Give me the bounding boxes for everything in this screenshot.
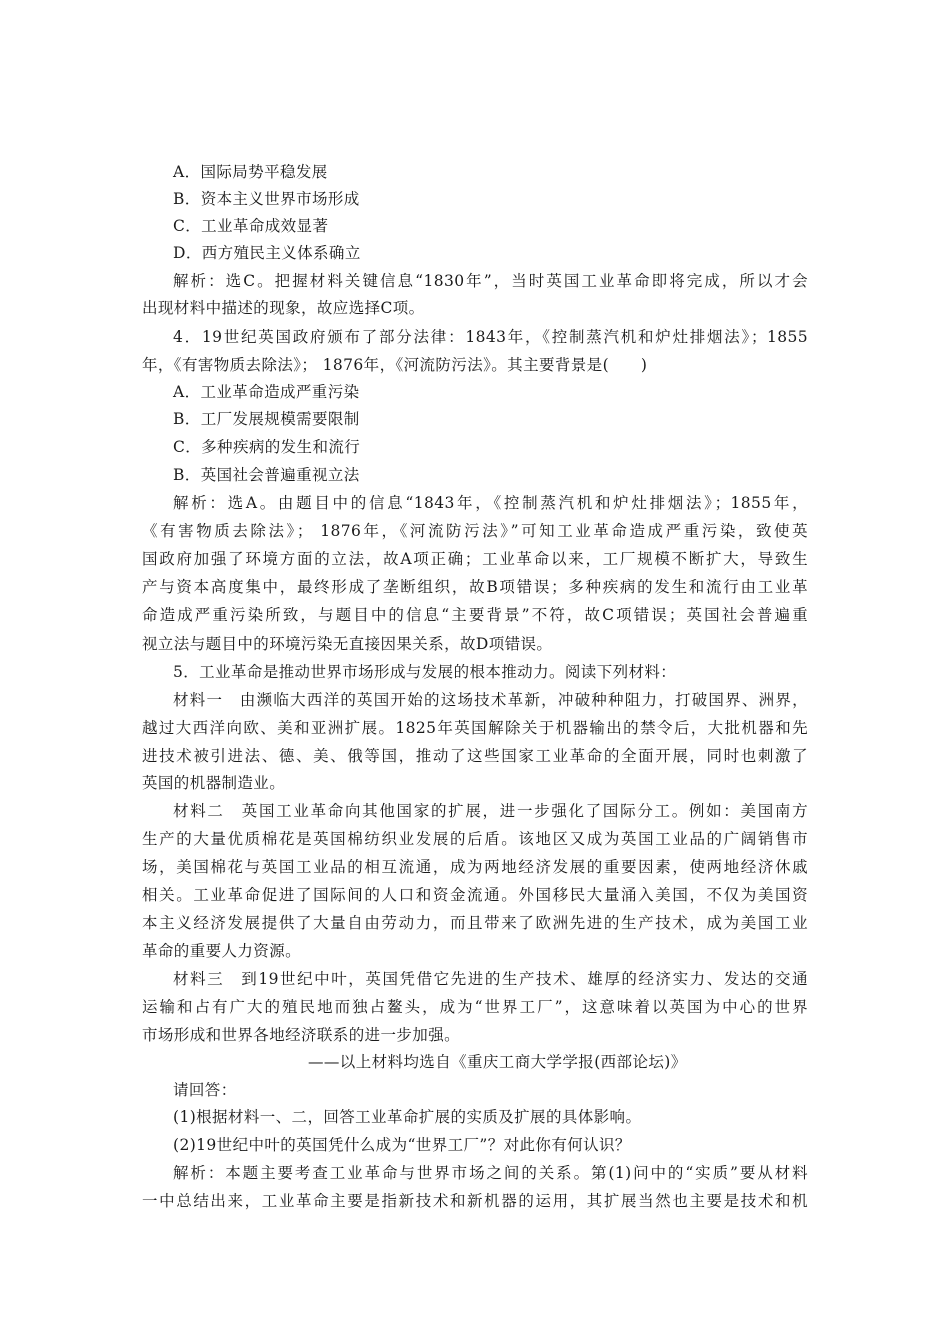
text-line: 《有害物质去除法》； 1876年，《河流防污法》”可知工业革命造成严重污染，致使英	[142, 522, 808, 540]
text-line: D．西方殖民主义体系确立	[173, 244, 361, 262]
text-line: 材料一 由濒临大西洋的英国开始的这场技术革新，冲破种种阻力，打破国界、洲界，	[173, 691, 808, 709]
text-line: 出现材料中描述的现象，故应选择C项。	[142, 299, 425, 317]
text-line: 本主义经济发展提供了大量自由劳动力，而且带来了欧洲先进的生产技术，成为美国工业	[142, 914, 808, 932]
text-line: 进技术被引进法、德、美、俄等国，推动了这些国家工业革命的全面开展，同时也刺激了	[142, 747, 808, 765]
text-line: 一中总结出来，工业革命主要是指新技术和新机器的运用，其扩展当然也主要是技术和机	[142, 1192, 808, 1210]
text-line: 相关。工业革命促进了国际间的人口和资金流通。外国移民大量涌入美国，不仅为美国资	[142, 886, 808, 904]
text-line: 年，《有害物质去除法》； 1876年，《河流防污法》。其主要背景是( )	[142, 356, 648, 374]
text-line: 市场形成和世界各地经济联系的进一步加强。	[142, 1026, 461, 1044]
text-line: 国政府加强了环境方面的立法，故A项正确；工业革命以来，工厂规模不断扩大，导致生	[142, 550, 808, 568]
text-line: 5．工业革命是推动世界市场形成与发展的根本推动力。阅读下列材料：	[173, 663, 677, 681]
text-line: 英国的机器制造业。	[142, 774, 286, 792]
text-line: A．国际局势平稳发展	[173, 163, 328, 181]
text-line: 命造成严重污染所致，与题目中的信息“主要背景”不符，故C项错误；英国社会普遍重	[142, 606, 808, 624]
text-line: (2)19世纪中叶的英国凭什么成为“世界工厂”？对此你有何认识？	[173, 1136, 631, 1154]
text-line: B．英国社会普遍重视立法	[173, 466, 360, 484]
text-line: 场，美国棉花与英国工业品的相互流通，成为两地经济发展的重要因素，使两地经济休戚	[142, 858, 808, 876]
text-line: 视立法与题目中的环境污染无直接因果关系，故D项错误。	[142, 635, 553, 653]
text-line: C．工业革命成效显著	[173, 217, 329, 235]
text-line: B．工厂发展规模需要限制	[173, 410, 360, 428]
text-line: A．工业革命造成严重污染	[173, 383, 360, 401]
text-line: 材料三 到19世纪中叶，英国凭借它先进的生产技术、雄厚的经济实力、发达的交通	[173, 970, 808, 988]
text-line: 产与资本高度集中，最终形成了垄断组织，故B项错误；多种疾病的发生和流行由工业革	[142, 578, 808, 596]
text-line: 材料二 英国工业革命向其他国家的扩展，进一步强化了国际分工。例如：美国南方	[173, 802, 808, 820]
text-line: B．资本主义世界市场形成	[173, 190, 360, 208]
text-line: 4．19世纪英国政府颁布了部分法律：1843年，《控制蒸汽机和炉灶排烟法》；1855	[173, 328, 808, 346]
source-citation: ——以上材料均选自《重庆工商大学学报(西部论坛)》	[308, 1053, 687, 1071]
text-line: 解析：选A。由题目中的信息“1843年，《控制蒸汽机和炉灶排烟法》；1855年，	[173, 494, 808, 512]
text-line: 越过大西洋向欧、美和亚洲扩展。1825年英国解除关于机器输出的禁令后，大批机器和先	[142, 719, 808, 737]
text-line: 生产的大量优质棉花是英国棉纺织业发展的后盾。该地区又成为英国工业品的广阔销售市	[142, 830, 808, 848]
text-line: (1)根据材料一、二，回答工业革命扩展的实质及扩展的具体影响。	[173, 1108, 642, 1126]
text-line: 请回答：	[173, 1081, 237, 1099]
text-line: 解析：本题主要考查工业革命与世界市场之间的关系。第(1)问中的“实质”要从材料	[173, 1164, 808, 1182]
text-line: 运输和占有广大的殖民地而独占鳌头，成为“世界工厂”，这意味着以英国为中心的世界	[142, 998, 808, 1016]
text-line: 解析：选C。把握材料关键信息“1830年”，当时英国工业革命即将完成，所以才会	[173, 272, 808, 290]
text-line: 革命的重要人力资源。	[142, 942, 302, 960]
text-line: C．多种疾病的发生和流行	[173, 438, 361, 456]
